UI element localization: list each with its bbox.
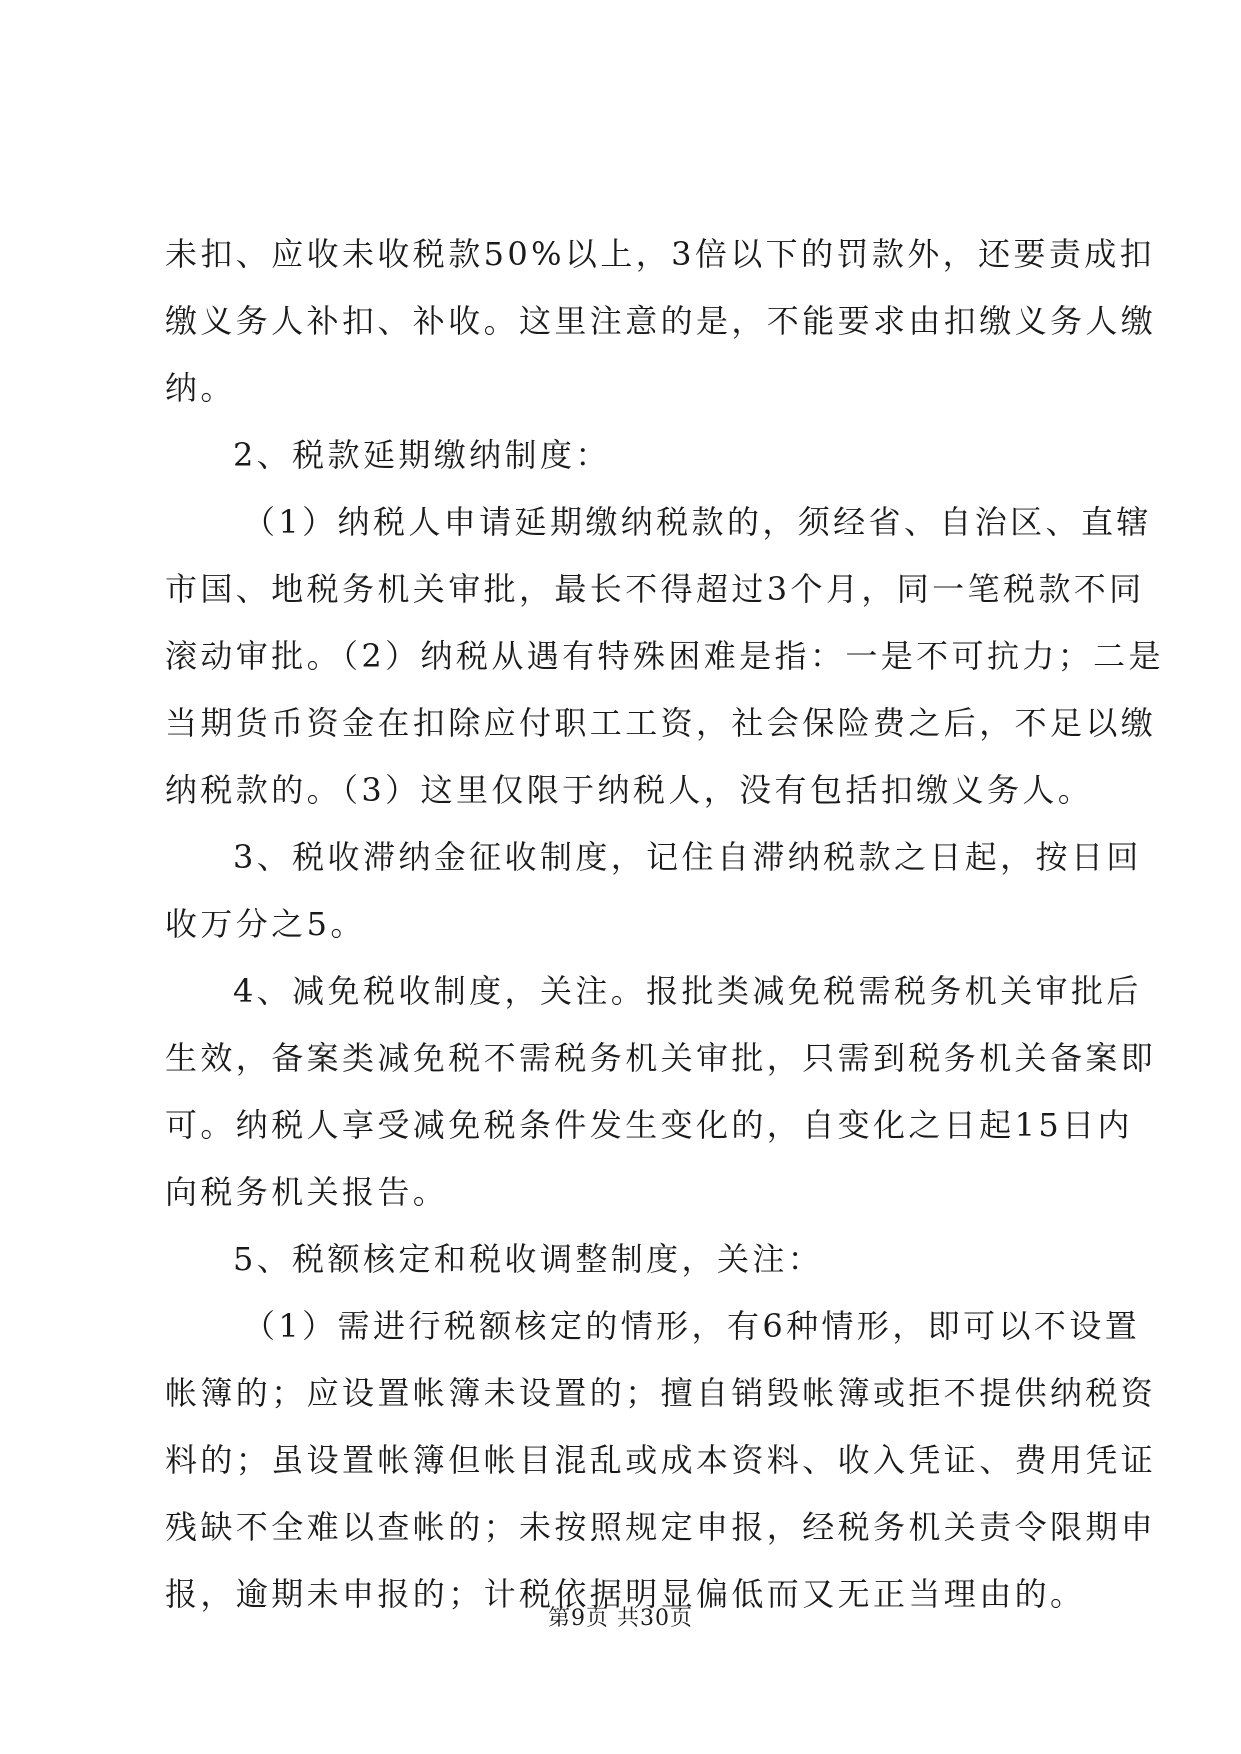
section-heading: 4、减免税收制度，关注。报批类减免税需税务机关审批后 xyxy=(233,972,1142,1010)
paragraph-line: 市国、地税务机关审批，最长不得超过3个月，同一笔税款不同 xyxy=(165,570,1145,608)
paragraph-line: 帐簿的；应设置帐簿未设置的；擅自销毁帐簿或拒不提供纳税资 xyxy=(165,1374,1157,1412)
paragraph-line: 纳。 xyxy=(165,369,236,407)
section-heading: 3、税收滞纳金征收制度，记住自滞纳税款之日起，按日回 xyxy=(233,838,1142,876)
paragraph-line: （1）纳税人申请延期缴纳税款的，须经省、自治区、直辖 xyxy=(243,503,1152,541)
paragraph-line: 可。纳税人享受减免税条件发生变化的，自变化之日起15日内 xyxy=(165,1106,1133,1144)
paragraph-line: 当期货币资金在扣除应付职工工资，社会保险费之后，不足以缴 xyxy=(165,704,1157,742)
paragraph-line: 滚动审批。（2）纳税从遇有特殊困难是指：一是不可抗力；二是 xyxy=(165,637,1164,675)
section-heading: 5、税额核定和税收调整制度，关注： xyxy=(233,1240,824,1278)
paragraph-line: 料的；虽设置帐簿但帐目混乱或成本资料、收入凭证、费用凭证 xyxy=(165,1441,1157,1479)
paragraph-line: 收万分之5。 xyxy=(165,905,366,943)
paragraph-line: 未扣、应收未收税款50%以上，3倍以下的罚款外，还要责成扣 xyxy=(165,235,1156,273)
paragraph-line: 纳税款的。（3）这里仅限于纳税人，没有包括扣缴义务人。 xyxy=(165,771,1094,809)
paragraph-line: 残缺不全难以查帐的；未按照规定申报，经税务机关责令限期申 xyxy=(165,1508,1157,1546)
paragraph-line: （1）需进行税额核定的情形，有6种情形，即可以不设置 xyxy=(243,1307,1141,1345)
paragraph-line: 报，逾期未申报的；计税依据明显偏低而又无正当理由的。 xyxy=(165,1575,1086,1613)
paragraph-line: 生效，备案类减免税不需税务机关审批，只需到税务机关备案即 xyxy=(165,1039,1157,1077)
paragraph-line: 向税务机关报告。 xyxy=(165,1173,449,1211)
paragraph-line: 缴义务人补扣、补收。这里注意的是，不能要求由扣缴义务人缴 xyxy=(165,302,1157,340)
page-footer: 第9页 共30页 xyxy=(548,1606,693,1631)
section-heading: 2、税款延期缴纳制度： xyxy=(233,436,611,474)
